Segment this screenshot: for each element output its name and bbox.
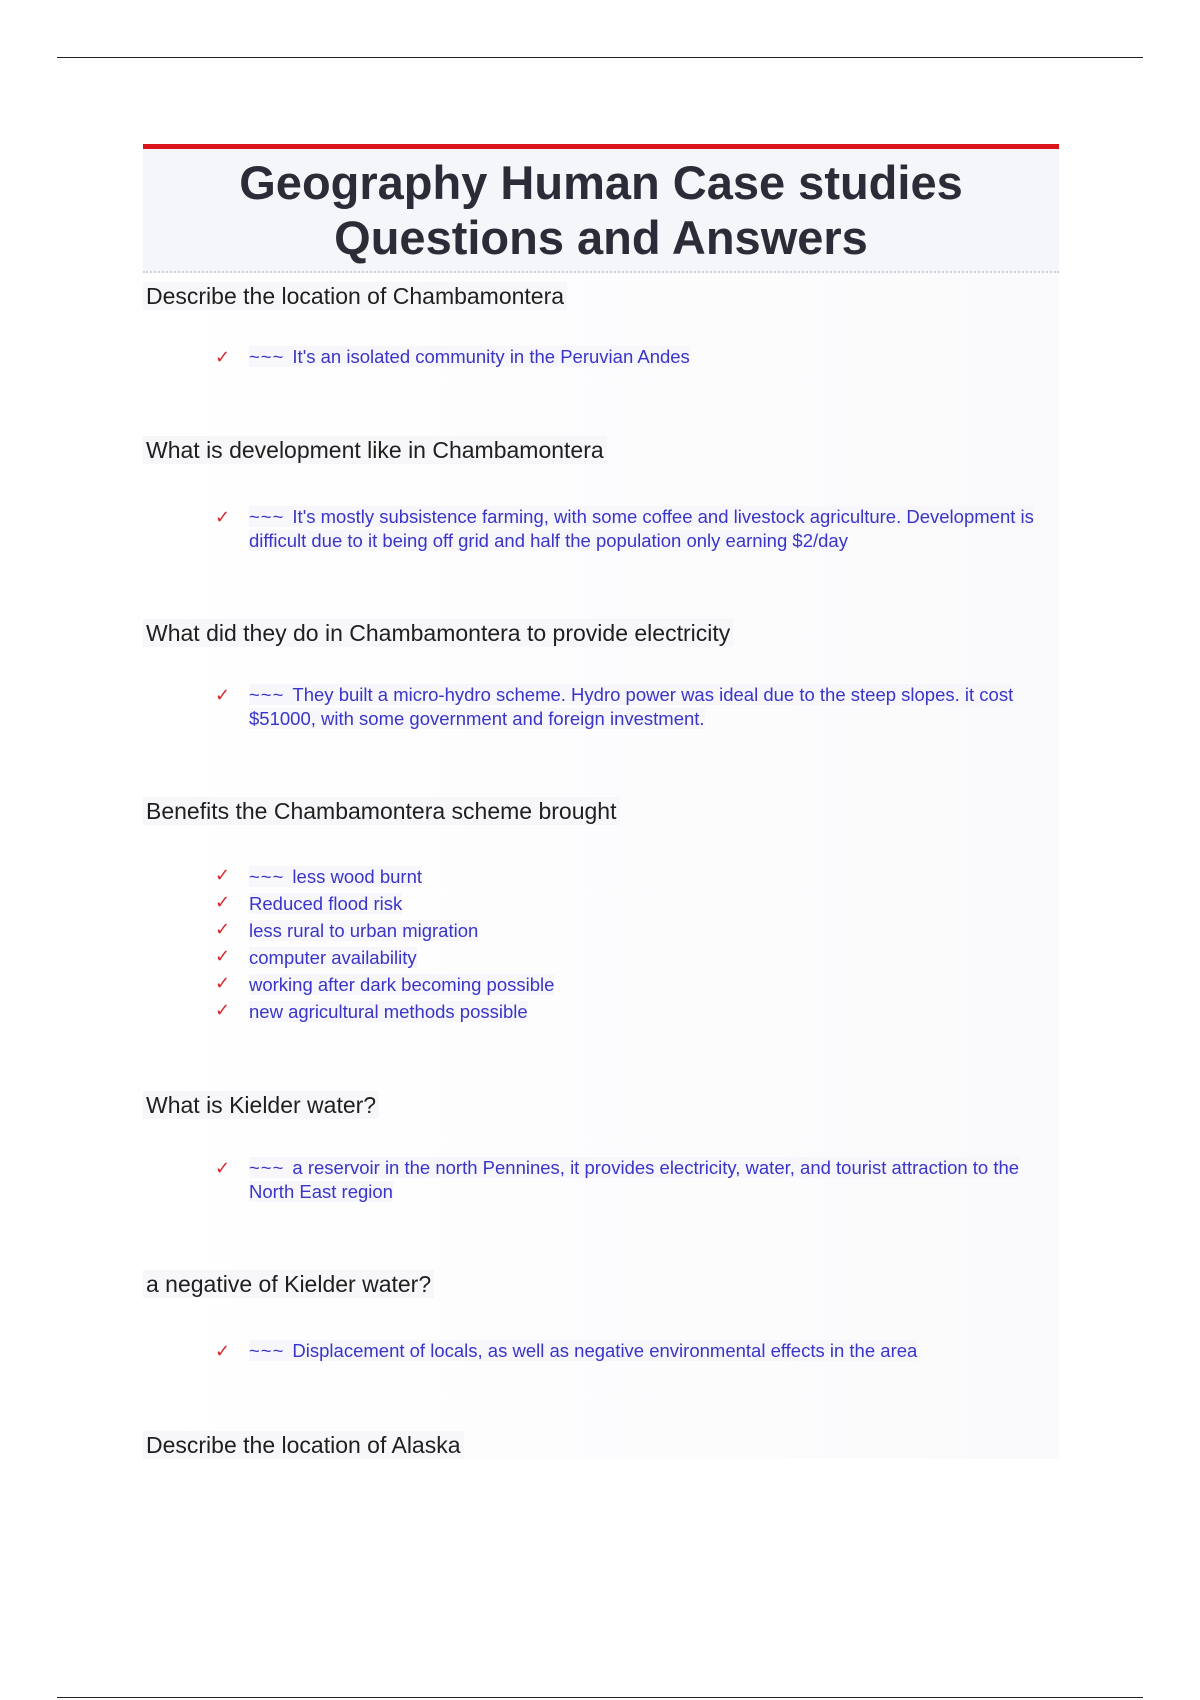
- question-5: What is Kielder water?: [143, 1091, 379, 1119]
- answer-text: [249, 1157, 1019, 1202]
- question-1: Describe the location of Chambamontera: [143, 282, 567, 310]
- answer-text: new agricultural methods possible: [249, 1001, 528, 1022]
- question-3: What did they do in Chambamontera to provide electricity: [143, 619, 733, 647]
- page-bottom-rule: [57, 1697, 1143, 1698]
- answer-text: Reduced flood risk: [249, 893, 403, 914]
- answer-marker: ~~~: [249, 1340, 285, 1361]
- answer-item: [215, 998, 1049, 1025]
- qa-block-4: [143, 731, 1059, 1025]
- check-icon: ✓: [215, 973, 231, 993]
- answer-content: Displacement of locals, as well as negative environmental effects in the area: [292, 1340, 918, 1361]
- qa-block-5: [143, 1025, 1059, 1204]
- answer-list-6: [143, 1339, 1059, 1363]
- answer-text: [249, 684, 1013, 729]
- question-4: Benefits the Chambamontera scheme brought: [143, 797, 620, 825]
- document-title-line-1: Geography Human Case studies: [239, 156, 963, 209]
- answer-text: [249, 1340, 917, 1361]
- check-icon: ✓: [215, 1341, 231, 1361]
- answer-marker: ~~~: [249, 1157, 285, 1178]
- question-7: Describe the location of Alaska: [143, 1431, 464, 1459]
- page-top-rule: [57, 57, 1143, 58]
- answer-item: [215, 863, 1049, 890]
- check-icon: ✓: [215, 1158, 231, 1178]
- answer-text: less rural to urban migration: [249, 920, 479, 941]
- answer-item: [215, 890, 1049, 917]
- qa-block-2: [143, 369, 1059, 553]
- answer-marker: ~~~: [249, 506, 285, 527]
- answer-content: less wood burnt: [292, 866, 422, 887]
- answer-text: [249, 866, 422, 887]
- answer-item: [215, 1339, 1049, 1363]
- answer-list-4: [143, 863, 1059, 1025]
- answer-marker: ~~~: [249, 684, 285, 705]
- answer-item: [215, 505, 1049, 553]
- check-icon: ✓: [215, 919, 231, 939]
- answer-item: [215, 683, 1049, 731]
- check-icon: ✓: [215, 865, 231, 885]
- check-icon: ✓: [215, 685, 231, 705]
- answer-text: [249, 346, 690, 367]
- document-title-line-2: Questions and Answers: [334, 211, 868, 264]
- answer-text: working after dark becoming possible: [249, 974, 555, 995]
- answer-list-3: [143, 683, 1059, 731]
- answer-text: [249, 506, 1034, 551]
- answer-marker: ~~~: [249, 346, 285, 367]
- answer-item: [215, 917, 1049, 944]
- check-icon: ✓: [215, 347, 231, 367]
- answer-marker: ~~~: [249, 866, 285, 887]
- answer-text: computer availability: [249, 947, 417, 968]
- answer-item: [215, 1156, 1049, 1204]
- qa-block-3: [143, 553, 1059, 731]
- answer-list-1: [143, 345, 1059, 369]
- qa-block-6: [143, 1204, 1059, 1363]
- answer-content: They built a micro-hydro scheme. Hydro power was ideal due to the steep slopes. it cost $51000, with some government and foreign investment.: [249, 684, 1014, 729]
- qa-block-1: [143, 273, 1059, 369]
- answer-list-5: [143, 1156, 1059, 1204]
- document-body: [143, 144, 1059, 1459]
- question-2: What is development like in Chambamontera: [143, 436, 607, 464]
- qa-block-7: [143, 1363, 1059, 1459]
- check-icon: ✓: [215, 507, 231, 527]
- question-6: a negative of Kielder water?: [143, 1270, 434, 1298]
- answer-item: [215, 944, 1049, 971]
- answer-item: [215, 971, 1049, 998]
- document-title-banner: [143, 144, 1059, 273]
- answer-content: a reservoir in the north Pennines, it provides electricity, water, and tourist attraction to the North East region: [249, 1157, 1020, 1202]
- answer-content: It's an isolated community in the Peruvian Andes: [292, 346, 690, 367]
- answer-list-2: [143, 505, 1059, 553]
- answer-content: It's mostly subsistence farming, with some coffee and livestock agriculture. Development is difficult due to it being off grid and half the population only earning $2/day: [249, 506, 1034, 551]
- check-icon: ✓: [215, 1000, 231, 1020]
- answer-item: [215, 345, 1049, 369]
- check-icon: ✓: [215, 892, 231, 912]
- check-icon: ✓: [215, 946, 231, 966]
